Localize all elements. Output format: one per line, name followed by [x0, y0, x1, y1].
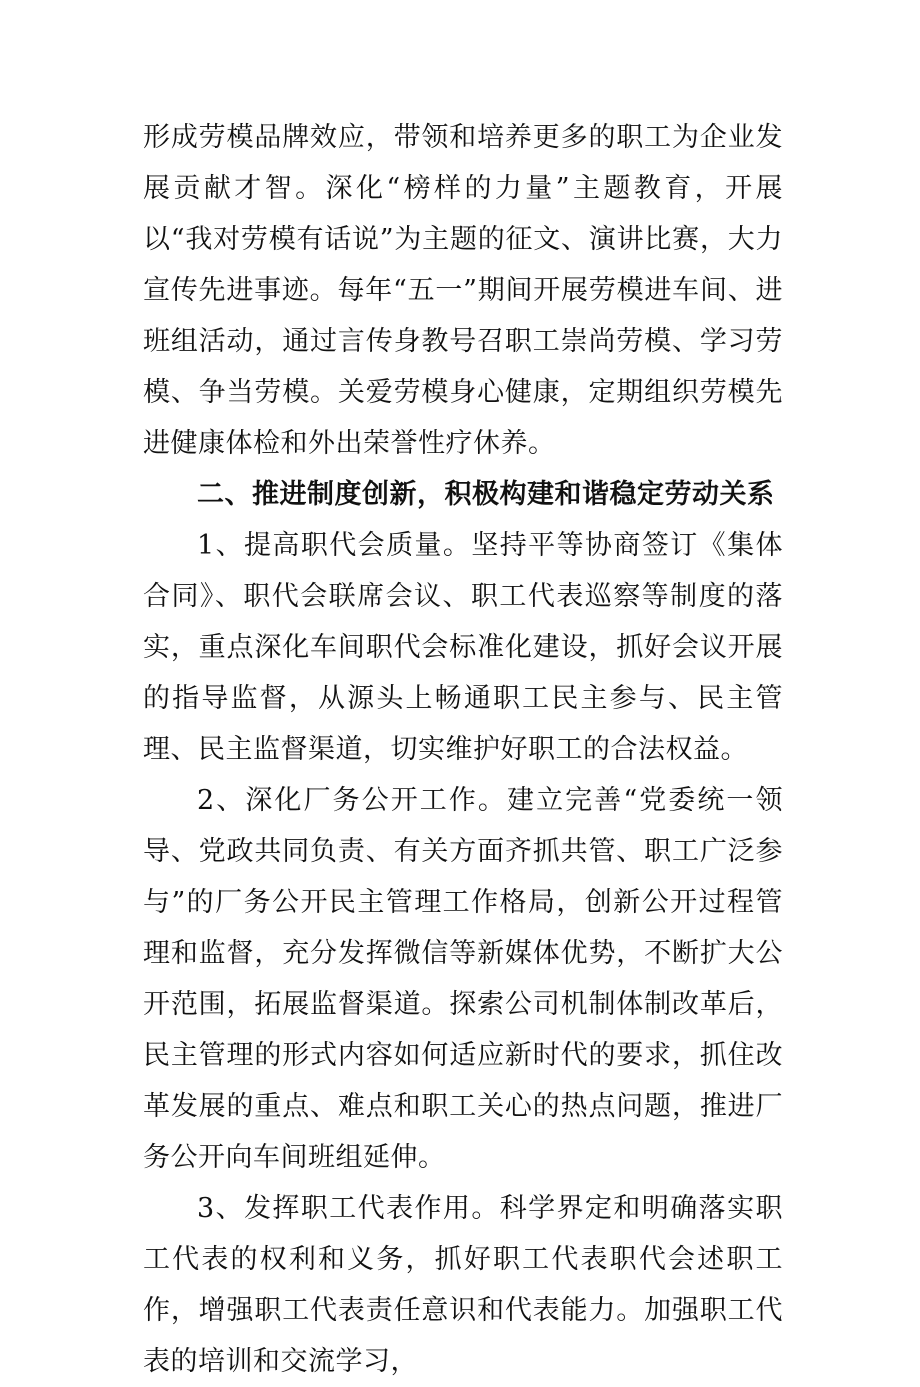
paragraph-item-3: 3、发挥职工代表作用。科学界定和明确落实职工代表的权利和义务，抓好职工代表职代会述职工作，增强职工代表责任意识和代表能力。加强职工代表的培训和交流学习， — [143, 1193, 783, 1377]
paragraph-item-1: 1、提高职代会质量。坚持平等协商签订《集体合同》、职代会联席会议、职工代表巡察等制度的落实，重点深化车间职代会标准化建设，抓好会议开展的指导监督，从源头上畅通职工民主参与、民主管理、民主监督渠道，切实维护好职工的合法权益。 — [143, 530, 783, 765]
document-body — [143, 112, 783, 1387]
paragraph-item-2: 2、深化厂务公开工作。建立完善“党委统一领导、党政共同负责、有关方面齐抓共管、职工广泛参与”的厂务公开民主管理工作格局，创新公开过程管理和监督，充分发挥微信等新媒体优势，不断扩大公开范围，拓展监督渠道。探索公司机制体制改革后，民主管理的形式内容如何适应新时代的要求，抓住改革发展的重点、难点和职工关心的热点问题，推进厂务公开向车间班组延伸。 — [143, 785, 783, 1173]
section-heading: 二、推进制度创新，积极构建和谐稳定劳动关系 — [197, 479, 775, 510]
paragraph-continuation: 形成劳模品牌效应，带领和培养更多的职工为企业发展贡献才智。深化“榜样的力量”主题教育，开展以“我对劳模有话说”为主题的征文、演讲比赛，大力宣传先进事迹。每年“五一”期间开展劳模进车间、进班组活动，通过言传身教号召职工崇尚劳模、学习劳模、争当劳模。关爱劳模身心健康，定期组织劳模先进健康体检和外出荣誉性疗休养。 — [143, 122, 783, 459]
